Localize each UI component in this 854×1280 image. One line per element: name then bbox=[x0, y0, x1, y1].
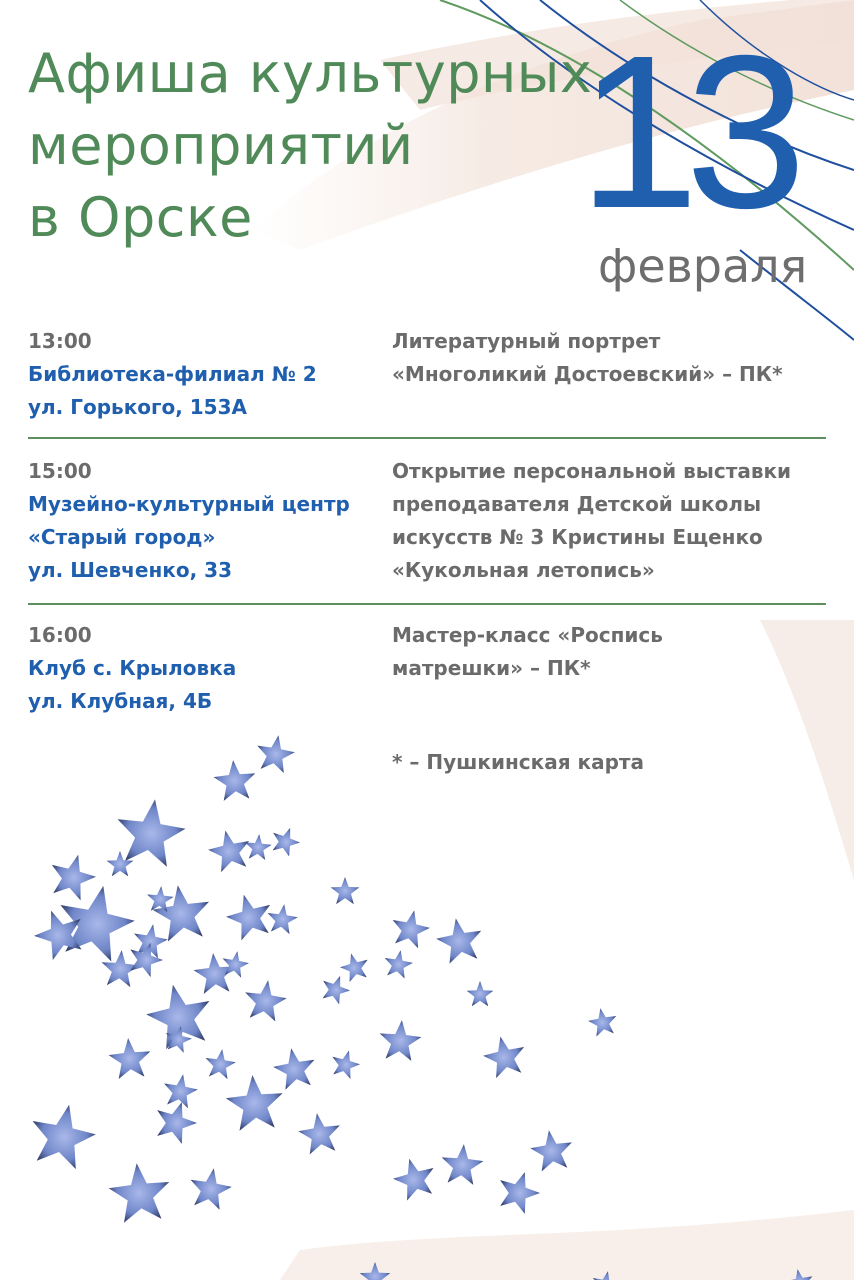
stars-decoration bbox=[0, 720, 854, 1280]
star-icon bbox=[298, 1113, 340, 1154]
star-icon bbox=[467, 981, 494, 1006]
star-icon bbox=[257, 735, 295, 773]
events-list bbox=[28, 322, 826, 739]
star-icon bbox=[273, 1048, 314, 1090]
description-line: матрешки» – ПК* bbox=[392, 656, 591, 680]
event-description bbox=[392, 455, 826, 603]
star-icon bbox=[385, 950, 413, 978]
title-line: в Орске bbox=[28, 186, 253, 249]
star-icon bbox=[393, 1159, 434, 1201]
star-icon bbox=[483, 1037, 524, 1079]
title-line: мероприятий bbox=[28, 114, 414, 177]
star-icon bbox=[118, 799, 186, 866]
event-place: «Старый город» bbox=[28, 525, 216, 549]
event-place: Музейно-культурный центр bbox=[28, 492, 350, 516]
star-icon bbox=[214, 760, 256, 801]
star-icon bbox=[226, 895, 270, 941]
event-address: ул. Горького, 153А bbox=[28, 395, 247, 419]
event-info bbox=[28, 455, 392, 603]
star-icon bbox=[593, 1271, 619, 1280]
date-day: 13 bbox=[578, 11, 793, 254]
description-line: Литературный портрет bbox=[392, 329, 661, 353]
event-time: 15:00 bbox=[28, 459, 92, 483]
event-description bbox=[392, 325, 826, 437]
event-row bbox=[28, 322, 826, 439]
star-icon bbox=[273, 828, 300, 857]
star-icon bbox=[52, 855, 96, 901]
description-line: преподавателя Детской школы bbox=[392, 492, 762, 516]
star-icon bbox=[588, 1008, 616, 1036]
star-icon bbox=[157, 1102, 197, 1144]
star-icon bbox=[442, 1144, 484, 1185]
footnote: * – Пушкинская карта bbox=[392, 750, 645, 774]
star-icon bbox=[109, 1163, 170, 1223]
star-icon bbox=[393, 910, 430, 948]
description-line: Мастер-класс «Роспись bbox=[392, 623, 663, 647]
event-address: ул. Шевченко, 33 bbox=[28, 558, 232, 582]
event-info bbox=[28, 325, 392, 437]
star-icon bbox=[33, 1105, 96, 1169]
event-place: Клуб с. Крыловка bbox=[28, 656, 237, 680]
description-line: «Кукольная летопись» bbox=[392, 558, 655, 582]
date-month: февраля bbox=[598, 239, 808, 293]
star-icon bbox=[360, 1262, 390, 1280]
star-icon bbox=[130, 943, 163, 977]
description-line: Открытие персональной выставки bbox=[392, 459, 792, 483]
star-icon bbox=[340, 954, 368, 983]
event-place: Библиотека-филиал № 2 bbox=[28, 362, 317, 386]
star-icon bbox=[109, 1038, 151, 1079]
star-icon bbox=[245, 980, 287, 1021]
star-icon bbox=[191, 1168, 232, 1210]
description-line: искусств № 3 Кристины Ещенко bbox=[392, 525, 763, 549]
star-icon bbox=[380, 1020, 422, 1061]
star-icon bbox=[331, 877, 360, 904]
star-icon bbox=[223, 951, 249, 977]
star-icon bbox=[436, 918, 481, 963]
star-icon bbox=[500, 1172, 540, 1214]
star-icon bbox=[206, 1049, 236, 1079]
event-time: 13:00 bbox=[28, 329, 92, 353]
star-icon bbox=[226, 1075, 283, 1131]
event-time: 16:00 bbox=[28, 623, 92, 647]
star-icon bbox=[323, 976, 350, 1005]
star-icon bbox=[164, 1074, 198, 1108]
title-line: Афиша культурных bbox=[28, 42, 593, 105]
star-icon bbox=[332, 1051, 360, 1080]
star-icon bbox=[194, 953, 236, 994]
poster-title bbox=[28, 38, 592, 254]
star-icon bbox=[208, 831, 249, 873]
star-icon bbox=[786, 1269, 812, 1280]
star-icon bbox=[530, 1130, 572, 1171]
event-address: ул. Клубная, 4Б bbox=[28, 689, 213, 713]
star-icon bbox=[245, 834, 272, 860]
description-line: «Многоликий Достоевский» – ПК* bbox=[392, 362, 783, 386]
event-row bbox=[28, 439, 826, 605]
star-icon bbox=[268, 904, 298, 934]
event-row bbox=[28, 605, 826, 739]
